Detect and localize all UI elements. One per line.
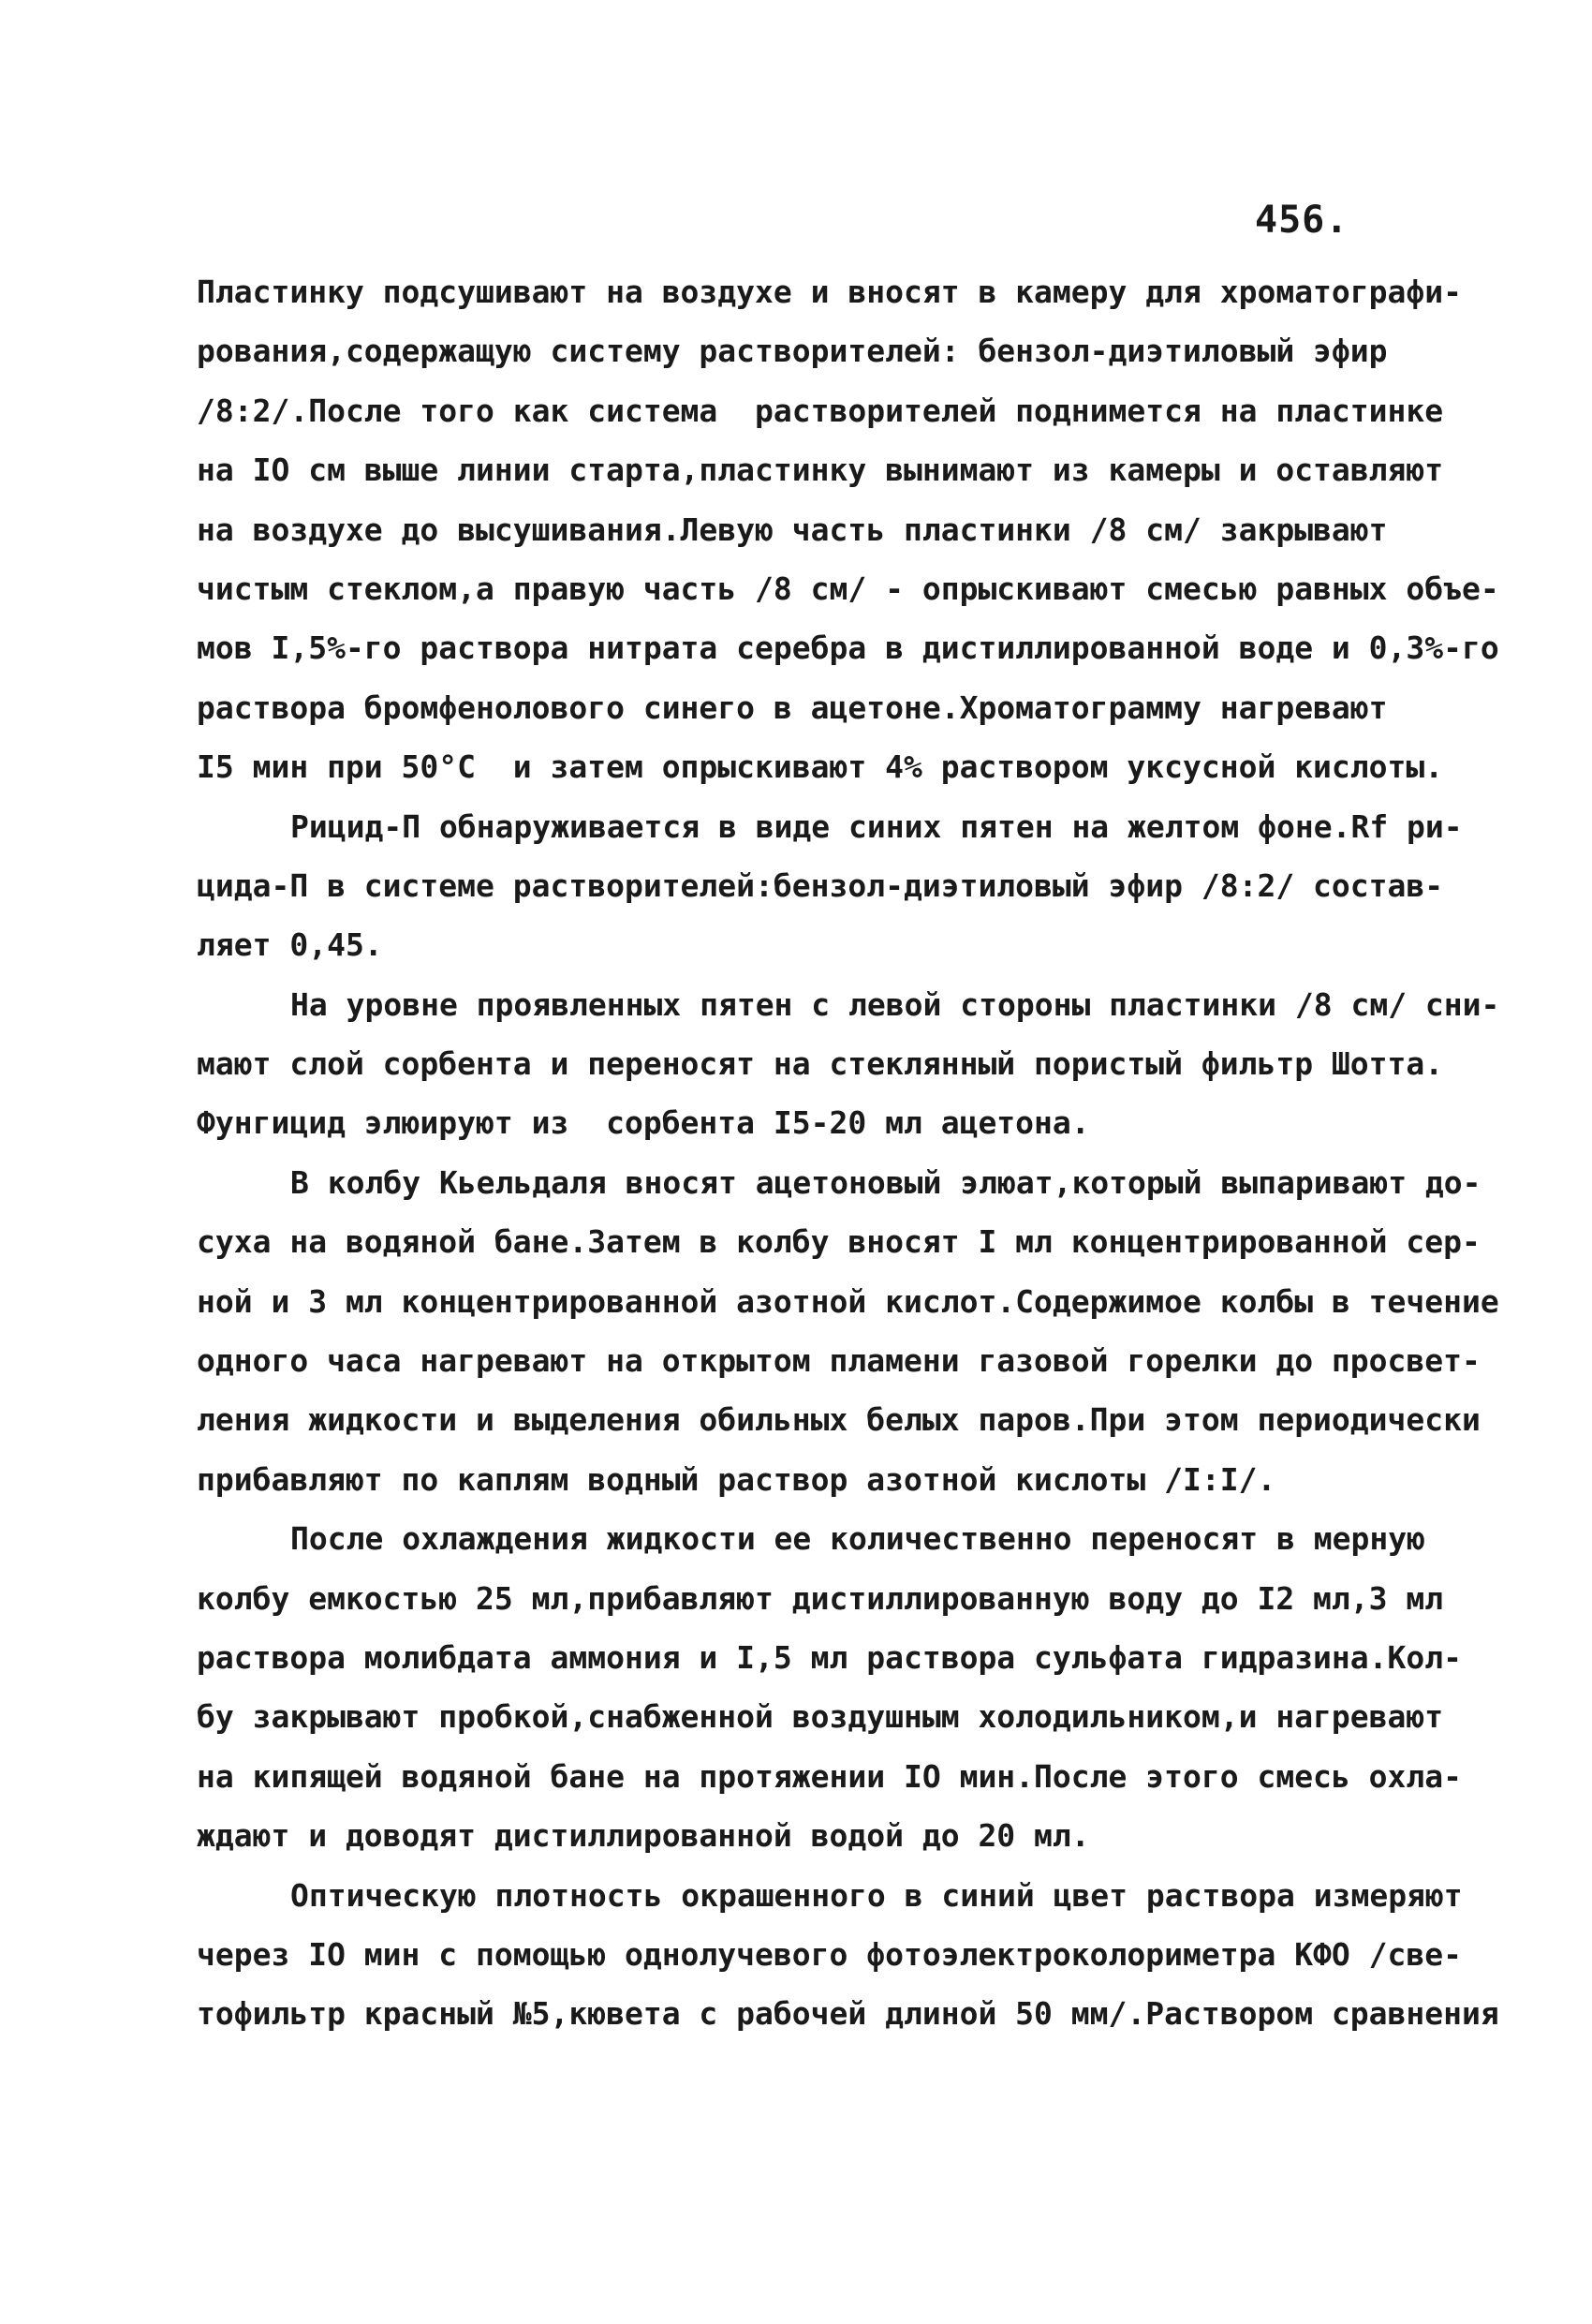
text-line: на воздухе до высушивания.Левую часть пластинки /8 см/ закрывают bbox=[197, 511, 1388, 548]
text-line: ления жидкости и выделения обильных белых паров.При этом периодически bbox=[197, 1401, 1481, 1439]
text-line: /8:2/.После того как система растворителей поднимется на пластинке bbox=[197, 392, 1444, 429]
text-line: бу закрывают пробкой,снабженной воздушным холодильником,и нагревают bbox=[197, 1698, 1444, 1736]
text-line: прибавляют по каплям водный раствор азотной кислоты /I:I/. bbox=[197, 1460, 1276, 1498]
text-line: мают слой сорбента и переносят на стеклянный пористый фильтр Шотта. bbox=[197, 1045, 1444, 1083]
paragraph-3 bbox=[197, 975, 1500, 1153]
text-line: Рицид-П обнаруживается в виде синих пятен на желтом фоне.Rf ри- bbox=[290, 807, 1463, 845]
body-text bbox=[197, 262, 1500, 2044]
text-line: раствора молибдата аммония и I,5 мл раствора сульфата гидразина.Кол- bbox=[197, 1638, 1463, 1676]
text-line: В колбу Кьельдаля вносят ацетоновый элюат,который выпаривают до- bbox=[290, 1163, 1481, 1201]
text-line: раствора бромфенолового синего в ацетоне.Хроматограмму нагревают bbox=[197, 688, 1388, 726]
text-line: колбу емкостью 25 мл,прибавляют дистиллированную воду до I2 мл,3 мл bbox=[197, 1579, 1444, 1617]
paragraph-5 bbox=[197, 1509, 1463, 1865]
text-line: рования,содержащую систему растворителей: бензол-диэтиловый эфир bbox=[197, 333, 1388, 370]
paragraph-6 bbox=[197, 1866, 1499, 2044]
text-line: I5 мин при 50°С и затем опрыскивают 4% раствором уксусной кислоты. bbox=[197, 748, 1444, 786]
text-line: Фунгицид элюируют из сорбента I5-20 мл ацетона. bbox=[197, 1104, 1090, 1142]
text-line: на IO см выше линии старта,пластинку вынимают из камеры и оставляют bbox=[197, 451, 1444, 489]
paragraph-1 bbox=[197, 262, 1499, 797]
paragraph-4 bbox=[197, 1153, 1499, 1509]
text-line: Пластинку подсушивают на воздухе и вносят в камеру для хроматографи- bbox=[197, 274, 1463, 310]
text-line: мов I,5%-го раствора нитрата серебра в дистиллированной воде и 0,3%-го bbox=[197, 629, 1499, 667]
text-line: ной и 3 мл концентрированной азотной кислот.Содержимое колбы в течение bbox=[197, 1282, 1499, 1320]
text-line: чистым стеклом,а правую часть /8 см/ - опрыскивают смесью равных объе- bbox=[197, 570, 1499, 607]
text-line: цида-П в системе растворителей:бензол-диэтиловый эфир /8:2/ состав- bbox=[197, 866, 1444, 904]
text-line: На уровне проявленных пятен с левой стороны пластинки /8 см/ сни- bbox=[290, 985, 1500, 1023]
text-line: суха на водяной бане.Затем в колбу вносят I мл концентрированной сер- bbox=[197, 1223, 1481, 1261]
page-number: 456. bbox=[1255, 199, 1349, 242]
text-line: ляет 0,45. bbox=[197, 926, 383, 964]
text-line: на кипящей водяной бане на протяжении IO мин.После этого смесь охла- bbox=[197, 1757, 1463, 1795]
paragraph-2 bbox=[197, 797, 1463, 975]
text-line: тофильтр красный №5,кювета с рабочей длиной 50 мм/.Раствором сравнения bbox=[197, 1995, 1499, 2033]
text-line: одного часа нагревают на открытом пламени газовой горелки до просвет- bbox=[197, 1342, 1481, 1380]
text-line: Оптическую плотность окрашенного в синий цвет раствора измеряют bbox=[290, 1876, 1463, 1914]
text-line: через IO мин с помощью однолучевого фотоэлектроколориметра КФО /све- bbox=[197, 1935, 1463, 1973]
text-line: После охлаждения жидкости ее количественно переносят в мерную bbox=[290, 1520, 1425, 1558]
text-line: ждают и доводят дистиллированной водой до 20 мл. bbox=[197, 1817, 1090, 1855]
